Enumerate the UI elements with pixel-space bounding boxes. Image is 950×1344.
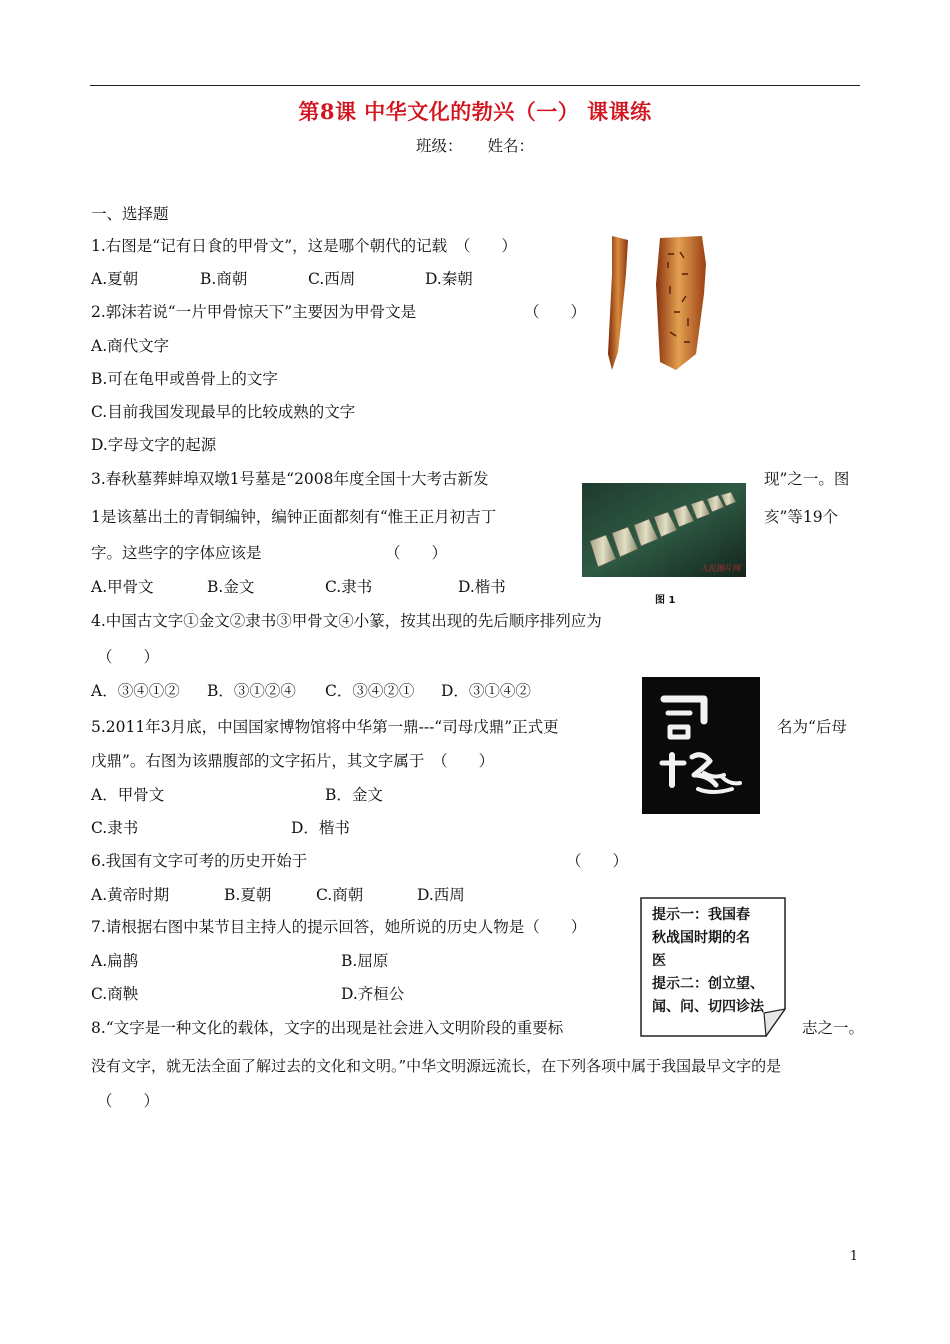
q4-answer-paren: （ ） bbox=[97, 648, 160, 666]
q3-stem-line2-right: 亥”等19个 bbox=[764, 508, 839, 526]
q6-option-d: D.西周 bbox=[417, 886, 465, 904]
q3-option-c: C.隶书 bbox=[325, 578, 373, 596]
q3-answer-paren: （ ） bbox=[385, 544, 448, 562]
q8-stem-line1: 8.“文字是一种文化的载体，文字的出现是社会进入文明阶段的重要标 bbox=[91, 1019, 564, 1037]
q3-stem-line2: 1是该墓出土的青铜编钟，编钟正面都刻有“惟王正月初吉丁 bbox=[91, 508, 497, 526]
q6-option-c: C.商朝 bbox=[316, 886, 364, 904]
q2-answer-paren: （ ） bbox=[524, 303, 587, 321]
inscription-rubbing-figure bbox=[642, 677, 760, 814]
q5-option-a: A．甲骨文 bbox=[91, 786, 165, 804]
q6-option-b: B.夏朝 bbox=[224, 886, 272, 904]
q8-stem-line2: 没有文字，就无法全面了解过去的文化和文明。”中华文明源远流长，在下列各项中属于我国最早文字的是 bbox=[91, 1057, 782, 1075]
q7-option-c: C.商鞅 bbox=[91, 985, 139, 1003]
page-title: 第8课 中华文化的勃兴（一） 课课练 bbox=[298, 99, 652, 124]
header-rule bbox=[90, 85, 860, 86]
q6-option-a: A.黄帝时期 bbox=[91, 886, 170, 904]
q5-stem-line1-right: 名为“后母 bbox=[777, 718, 847, 736]
q2-stem: 2.郭沫若说“一片甲骨惊天下”主要因为甲骨文是 bbox=[91, 303, 417, 321]
page-number: 1 bbox=[849, 1249, 858, 1264]
q3-option-a: A.甲骨文 bbox=[91, 578, 154, 596]
q3-stem-line3: 字。这些字的字体应该是 bbox=[91, 544, 262, 562]
q7-option-d: D.齐桓公 bbox=[341, 985, 405, 1003]
q1-option-b: B.商朝 bbox=[200, 270, 248, 288]
q2-option-d: D.字母文字的起源 bbox=[91, 436, 217, 454]
q3-stem-line1-right: 现”之一。图 bbox=[764, 470, 850, 488]
q4-stem: 4.中国古文字①金文②隶书③甲骨文④小篆，按其出现的先后顺序排列应为 bbox=[91, 612, 602, 630]
hint-line: 秋战国时期的名 bbox=[652, 930, 750, 946]
q8-answer-paren: （ ） bbox=[97, 1092, 160, 1110]
q1-option-a: A.夏朝 bbox=[91, 270, 139, 288]
student-info bbox=[0, 134, 950, 156]
oracle-bone-figure bbox=[604, 234, 716, 372]
hint-line: 医 bbox=[652, 953, 666, 969]
q3-option-d: D.楷书 bbox=[458, 578, 506, 596]
q5-option-b: B．金文 bbox=[325, 786, 383, 804]
q1-stem: 1.右图是“记有日食的甲骨文”，这是哪个朝代的记载 （ ） bbox=[91, 237, 517, 255]
q1-option-d: D.秦朝 bbox=[425, 270, 473, 288]
q2-option-a: A.商代文字 bbox=[91, 337, 170, 355]
q6-stem: 6.我国有文字可考的历史开始于 bbox=[91, 852, 308, 870]
q2-option-c: C.目前我国发现最早的比较成熟的文字 bbox=[91, 403, 356, 421]
q8-stem-line1-right: 志之一。 bbox=[802, 1019, 865, 1037]
q7-option-b: B.屈原 bbox=[341, 952, 389, 970]
figure-1-caption: 图 1 bbox=[655, 595, 676, 606]
q5-option-d: D．楷书 bbox=[291, 819, 350, 837]
q3-stem-line1: 3.春秋墓葬蚌埠双墩1号墓是“2008年度全国十大考古新发 bbox=[91, 470, 489, 488]
hint-line: 闻、问、切四诊法 bbox=[652, 999, 764, 1015]
q1-option-c: C.西周 bbox=[308, 270, 356, 288]
q7-stem: 7.请根据右图中某节目主持人的提示回答，她所说的历史人物是（ ） bbox=[91, 918, 587, 936]
class-label: 班级： bbox=[416, 137, 463, 155]
q3-option-b: B.金文 bbox=[207, 578, 255, 596]
hint-text bbox=[652, 904, 788, 1019]
hint-line: 提示二：创立望、 bbox=[652, 976, 764, 992]
q5-stem-line2: 戊鼎”。右图为该鼎腹部的文字拓片，其文字属于 （ ） bbox=[91, 752, 495, 770]
q2-option-b: B.可在龟甲或兽骨上的文字 bbox=[91, 370, 278, 388]
q7-option-a: A.扁鹊 bbox=[91, 952, 139, 970]
q5-option-c: C.隶书 bbox=[91, 819, 139, 837]
q5-stem-line1: 5.2011年3月底，中国国家博物馆将中华第一鼎---“司母戊鼎”正式更 bbox=[91, 718, 559, 736]
bronze-bells-figure bbox=[582, 483, 746, 577]
q4-option-d: D．③①④② bbox=[441, 682, 531, 700]
section-heading: 一、选择题 bbox=[91, 205, 169, 223]
q4-option-c: C．③④②① bbox=[325, 682, 415, 700]
bells-watermark: 人民图片网 bbox=[700, 564, 740, 573]
q6-answer-paren: （ ） bbox=[566, 852, 629, 870]
q4-option-b: B．③①②④ bbox=[207, 682, 296, 700]
hint-line: 提示一：我国春 bbox=[652, 907, 750, 923]
q4-option-a: A．③④①② bbox=[91, 682, 180, 700]
name-label: 姓名： bbox=[487, 137, 534, 155]
